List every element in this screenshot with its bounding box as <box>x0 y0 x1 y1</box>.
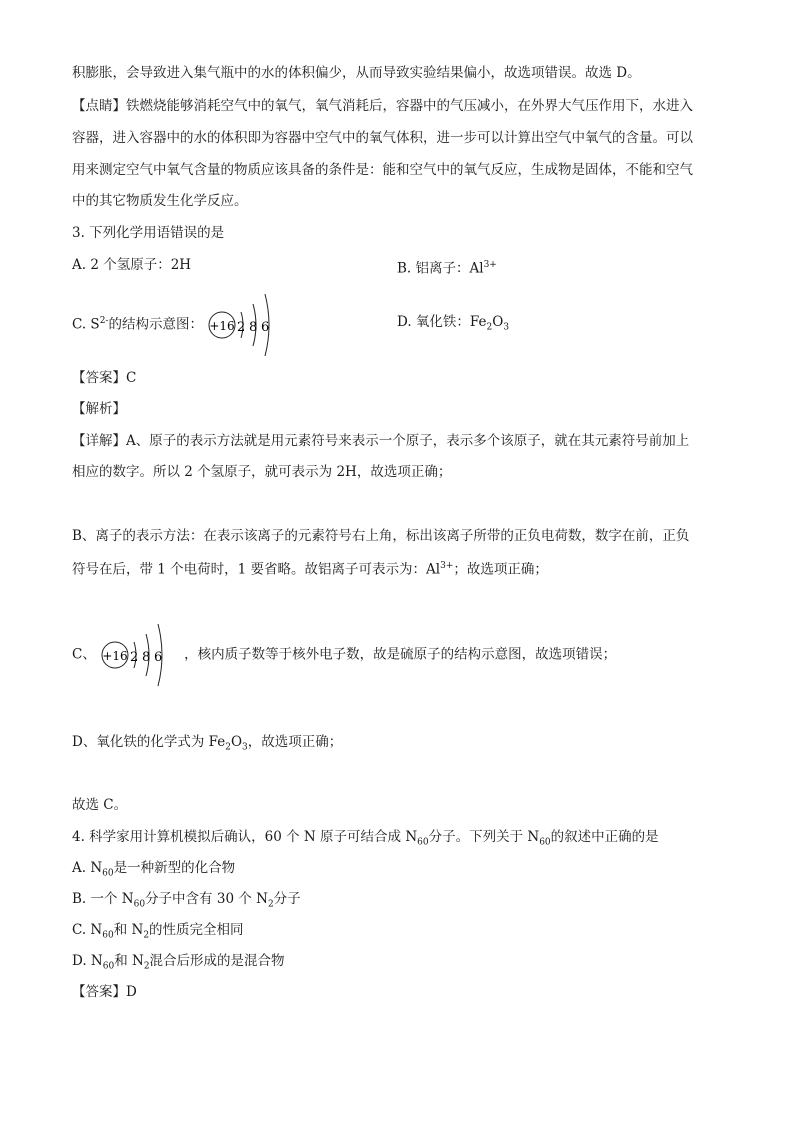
option-c: C. $S^{2-}$的结构示意图： +16 2 8 6 <box>72 290 293 360</box>
question-3: 3. 下列化学用语错误的是 <box>72 225 225 241</box>
text-line: 中的其它物质发生化学反应。 <box>72 193 248 209</box>
text-line: 【详解】A、原子的表示方法就是用元素符号来表示一个原子，表示多个该原子，就在其元素符号前加上 <box>72 433 690 449</box>
option-c: C. $N_{60}$和 $N_2$的性质完全相同 <box>72 922 244 941</box>
text-line: 积膨胀，会导致进入集气瓶中的水的体积偏少，从而导致实验结果偏小，故选项错误。故选 D。 <box>72 65 641 81</box>
shell-2-label: 8 <box>249 320 258 335</box>
question-4: 4. 科学家用计算机模拟后确认，60 个 N 原子可结合成 $N_{60}$分子。下列关于 $N_{60}$的叙述中正确的是 <box>72 829 659 848</box>
text-line: 用来测定空气中氧气含量的物质应该具备的条件是：能和空气中的氧气反应，生成物是固体，不能和空气 <box>72 162 693 178</box>
option-d: D. 氧化铁：$Fe_2O_3$ <box>397 314 510 333</box>
option-a: A. $N_{60}$是一种新型的化合物 <box>72 860 236 879</box>
option-d: D. $N_{60}$和 $N_2$混合后形成的是混合物 <box>72 953 285 972</box>
option-a: A. 2 个氢原子：2H <box>72 257 192 273</box>
text-line: 相应的数字。所以 2 个氢原子，就可表示为 2H，故选项正确； <box>72 464 452 480</box>
answer-label: 【答案】D <box>72 984 137 1000</box>
shell-1-label: 2 <box>237 320 246 335</box>
answer-label: 【答案】C <box>72 370 137 386</box>
text-line: 容器，进入容器中的水的体积即为容器中空气中的氧气体积，进一步可以计算出空气中氧气的含量。可以 <box>72 130 693 146</box>
option-b: B. 一个 $N_{60}$分子中含有 30 个 $N_2$分子 <box>72 891 301 910</box>
shell-3-label: 6 <box>261 320 270 335</box>
shell-1-label: 2 <box>130 650 139 665</box>
sulfur-structure-diagram <box>100 620 184 690</box>
nucleus-label: +16 <box>209 319 235 333</box>
text-line: 符号在后，带 1 个电荷时，1 要省略。故铝离子可表示为：$Al^{3+}$；故选项正确； <box>72 561 548 578</box>
shell-2-label: 8 <box>142 650 151 665</box>
text-line: D、氧化铁的化学式为 $Fe_2O_3$，故选项正确； <box>72 734 343 753</box>
nucleus-label: +16 <box>102 649 128 663</box>
tip-line: 【点睛】铁燃烧能够消耗空气中的氧气，氧气消耗后，容器中的气压减小，在外界大气压作用下，水进入 <box>72 98 693 114</box>
text-line: C、 +16 2 8 6 ，核内质子数等于核外电子数，故是硫原子的结构示意图，故选项错误； <box>72 620 616 690</box>
text-line: 故选 C。 <box>72 797 128 813</box>
option-b: B. 铝离子：$Al^{3+}$ <box>397 260 497 277</box>
shell-3-label: 6 <box>154 650 163 665</box>
sulfur-structure-diagram <box>207 290 293 360</box>
analysis-label: 【解析】 <box>72 401 126 417</box>
text-line: B、离子的表示方法：在表示该离子的元素符号右上角，标出该离子所带的正负电荷数，数字在前，正负 <box>72 528 690 544</box>
